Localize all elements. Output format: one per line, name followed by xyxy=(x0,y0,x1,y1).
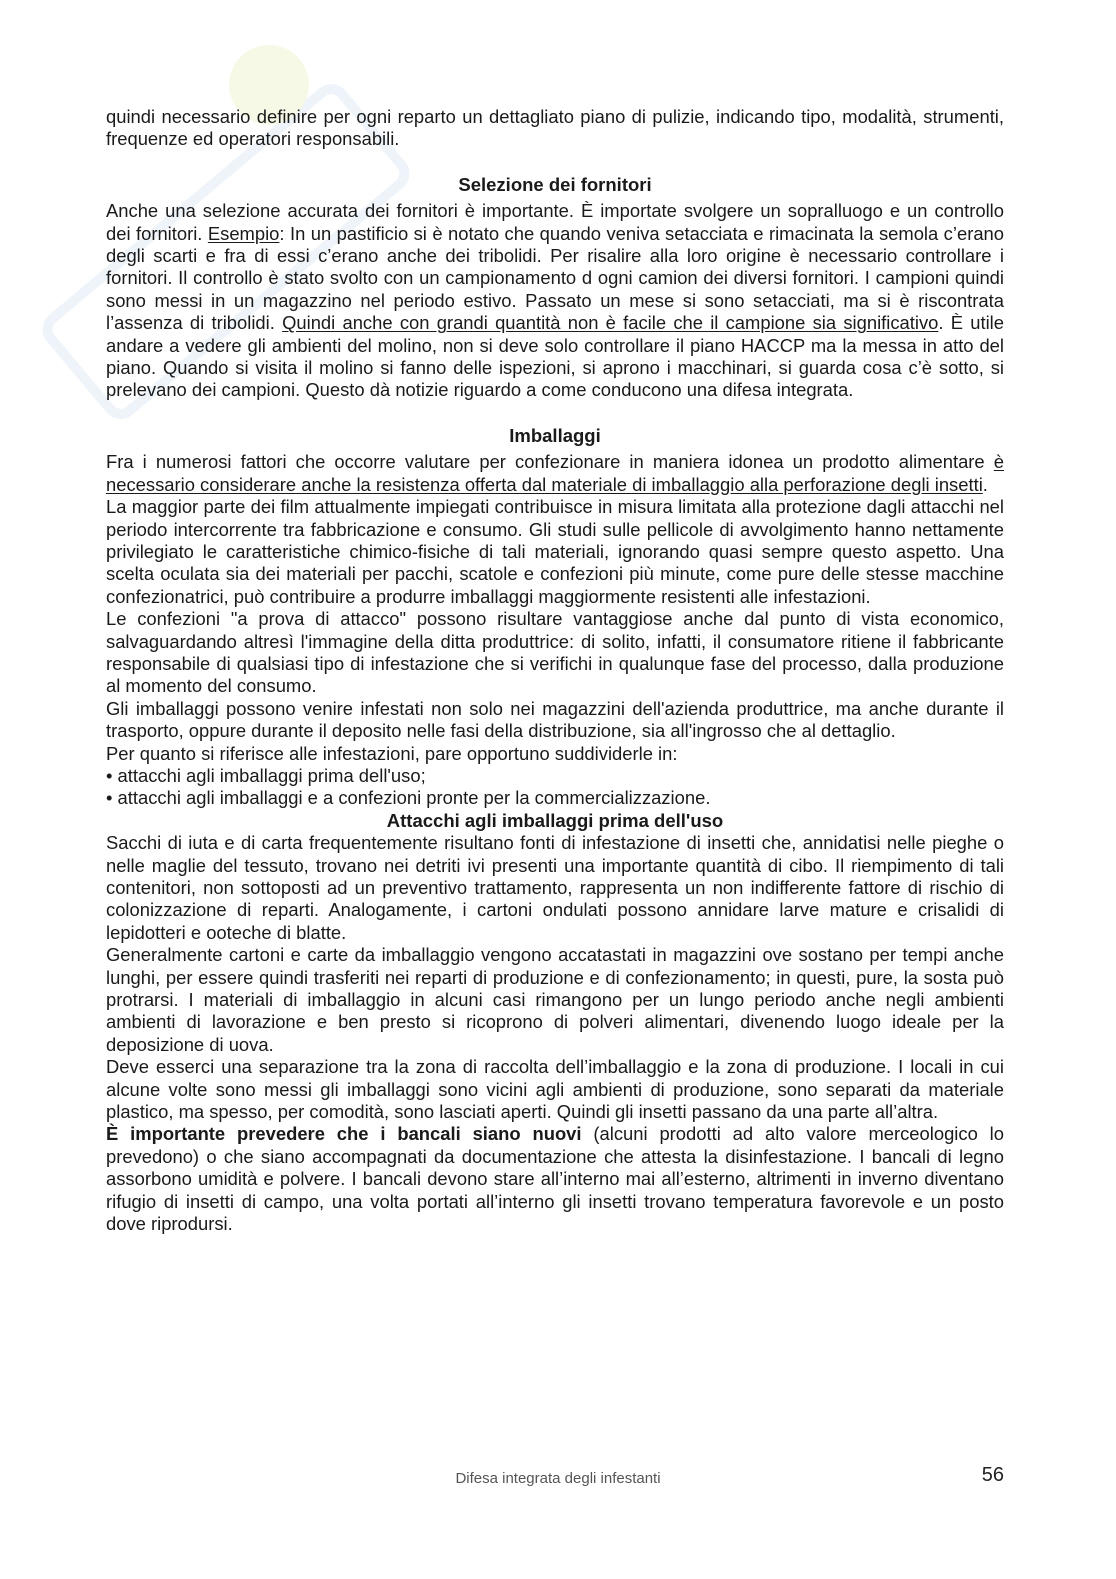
list-item: • attacchi agli imballaggi prima dell'uso; xyxy=(106,764,426,786)
paragraph-imballaggi-5: Per quanto si riferisce alle infestazioni, pare opportuno suddividerle in: xyxy=(106,742,678,764)
paragraph-imballaggi-3: Le confezioni "a prova di attacco" possono risultare vantaggiose anche dal punto di vista economico, salvaguardando altresì l'immagine della ditta produttrice: di solito, infatti, il consumatore ritiene il fabbricante responsabile di qualsiasi tipo di infestazione che si verifichi in qualunque fase del processo, dalla produzione al momento del consumo. xyxy=(106,608,1004,697)
intro-paragraph: quindi necessario definire per ogni reparto un dettagliato piano di pulizie, indicando tipo, modalità, strumenti, frequenze ed operatori responsabili. xyxy=(106,106,1004,150)
page-number: 56 xyxy=(981,1464,1004,1486)
bold-statement: È importante prevedere che i bancali siano nuovi xyxy=(106,1123,582,1145)
list-item: • attacchi agli imballaggi e a confezioni pronte per la commercializzazione. xyxy=(106,787,711,809)
paragraph-attacchi-2: Generalmente cartoni e carte da imballaggio vengono accatastati in magazzini ove sostano per tempi anche lunghi, per essere quindi trasferiti nei reparti di produzione e di confezionamento; in questi, pure, la sosta può protrarsi. I materiali di imballaggio in alcuni casi rimangono per un lungo periodo anche negli ambienti ambienti di lavorazione e ben presto si ricoprono di polveri alimentari, divenendo luogo ideale per la deposizione di uova. xyxy=(106,944,1004,1055)
subsection-title-attacchi: Attacchi agli imballaggi prima dell'uso xyxy=(386,809,724,831)
underlined-statement: è necessario considerare anche la resistenza offerta dal materiale di imballaggio alla perforazione degli insetti xyxy=(106,451,1004,495)
paragraph-attacchi-1: Sacchi di iuta e di carta frequentemente risultano fonti di infestazione di insetti che, annidatisi nelle pieghe o nelle maglie del tessuto, trovano nei detriti ivi presenti una importante quantità di cibo. Il riempimento di tali contenitori, non sottoposti ad un preventivo trattamento, rappresenta un non indifferente fattore di rischio di colonizzazione di reparti. Analogamente, i cartoni ondulati possono annidare larve mature e crisalidi di lepidotteri e ooteche di blatte. xyxy=(106,832,1004,943)
footer-title: Difesa integrata degli infestanti xyxy=(455,1470,661,1487)
paragraph-attacchi-4: È importante prevedere che i bancali siano nuovi (alcuni prodotti ad alto valore merceologico lo prevedono) o che siano accompagnati da documentazione che attesta la disinfestazione. I bancali di legno assorbono umidità e polvere. I bancali devono stare all’interno mai all’esterno, altrimenti in inverno diventano rifugio di insetti di campo, una volta portati all’interno gli insetti trovano temperatura favorevole e un posto dove riprodursi. xyxy=(106,1123,1004,1235)
section-title-fornitori: Selezione dei fornitori xyxy=(458,173,652,195)
paragraph-imballaggi-4: Gli imballaggi possono venire infestati non solo nei magazzini dell'azienda produttrice, ma anche durante il trasporto, oppure durante il deposito nelle fasi della distribuzione, sia all'ingrosso che al dettaglio. xyxy=(106,697,1004,742)
section-title-imballaggi: Imballaggi xyxy=(509,424,601,446)
document-body xyxy=(106,106,1004,1236)
paragraph-fornitori: Anche una selezione accurata dei fornitori è importante. È importate svolgere un sopralluogo e un controllo dei fornitori. Esempio: In un pastificio si è notato che quando veniva setacciata e rimacinata la semola c’erano degli scarti e fra di essi c’erano anche dei tribolidi. Per risalire alla loro origine è necessario controllare i fornitori. Il controllo è stato svolto con un campionamento d ogni camion dei diversi fornitori. I campioni quindi sono messi in un magazzino nel periodo estivo. Passato un mese si sono setacciati, ma si è riscontrata l’assenza di tribolidi. Quindi anche con grandi quantità non è facile che il campione sia significativo. È utile andare a vedere gli ambienti del molino, non si deve solo controllare il piano HACCP ma la messa in atto del piano. Quando si visita il molino si fanno delle ispezioni, si aprono i macchinari, si guarda cosa c’è sotto, si prelevano dei campioni. Questo dà notizie riguardo a come conducono una difesa integrata. xyxy=(106,200,1004,401)
underlined-statement: Quindi anche con grandi quantità non è facile che il campione sia significativo xyxy=(282,312,939,334)
paragraph-imballaggi-1: Fra i numerosi fattori che occorre valutare per confezionare in maniera idonea un prodotto alimentare è necessario considerare anche la resistenza offerta dal materiale di imballaggio alla perforazione degli insetti. xyxy=(106,451,1004,495)
example-label: Esempio xyxy=(207,222,280,244)
paragraph-attacchi-3: Deve esserci una separazione tra la zona di raccolta dell’imballaggio e la zona di produzione. I locali in cui alcune volte sono messi gli imballaggi sono vicini agli ambienti di produzione, sono separati da materiale plastico, ma spesso, per comodità, sono lasciati aperti. Quindi gli insetti passano da una parte all’altra. xyxy=(106,1056,1004,1123)
paragraph-imballaggi-2: La maggior parte dei film attualmente impiegati contribuisce in misura limitata alla protezione dagli attacchi nel periodo intercorrente tra fabbricazione e consumo. Gli studi sulle pellicole di avvolgimento hanno nettamente privilegiato le caratteristiche chimico-fisiche di tali materiali, ignorando quasi sempre questo aspetto. Una scelta oculata sia dei materiali per pacchi, scatole e confezioni più minute, come pure delle stesse macchine confezionatrici, può contribuire a produrre imballaggi maggiormente resistenti alle infestazioni. xyxy=(106,496,1004,607)
